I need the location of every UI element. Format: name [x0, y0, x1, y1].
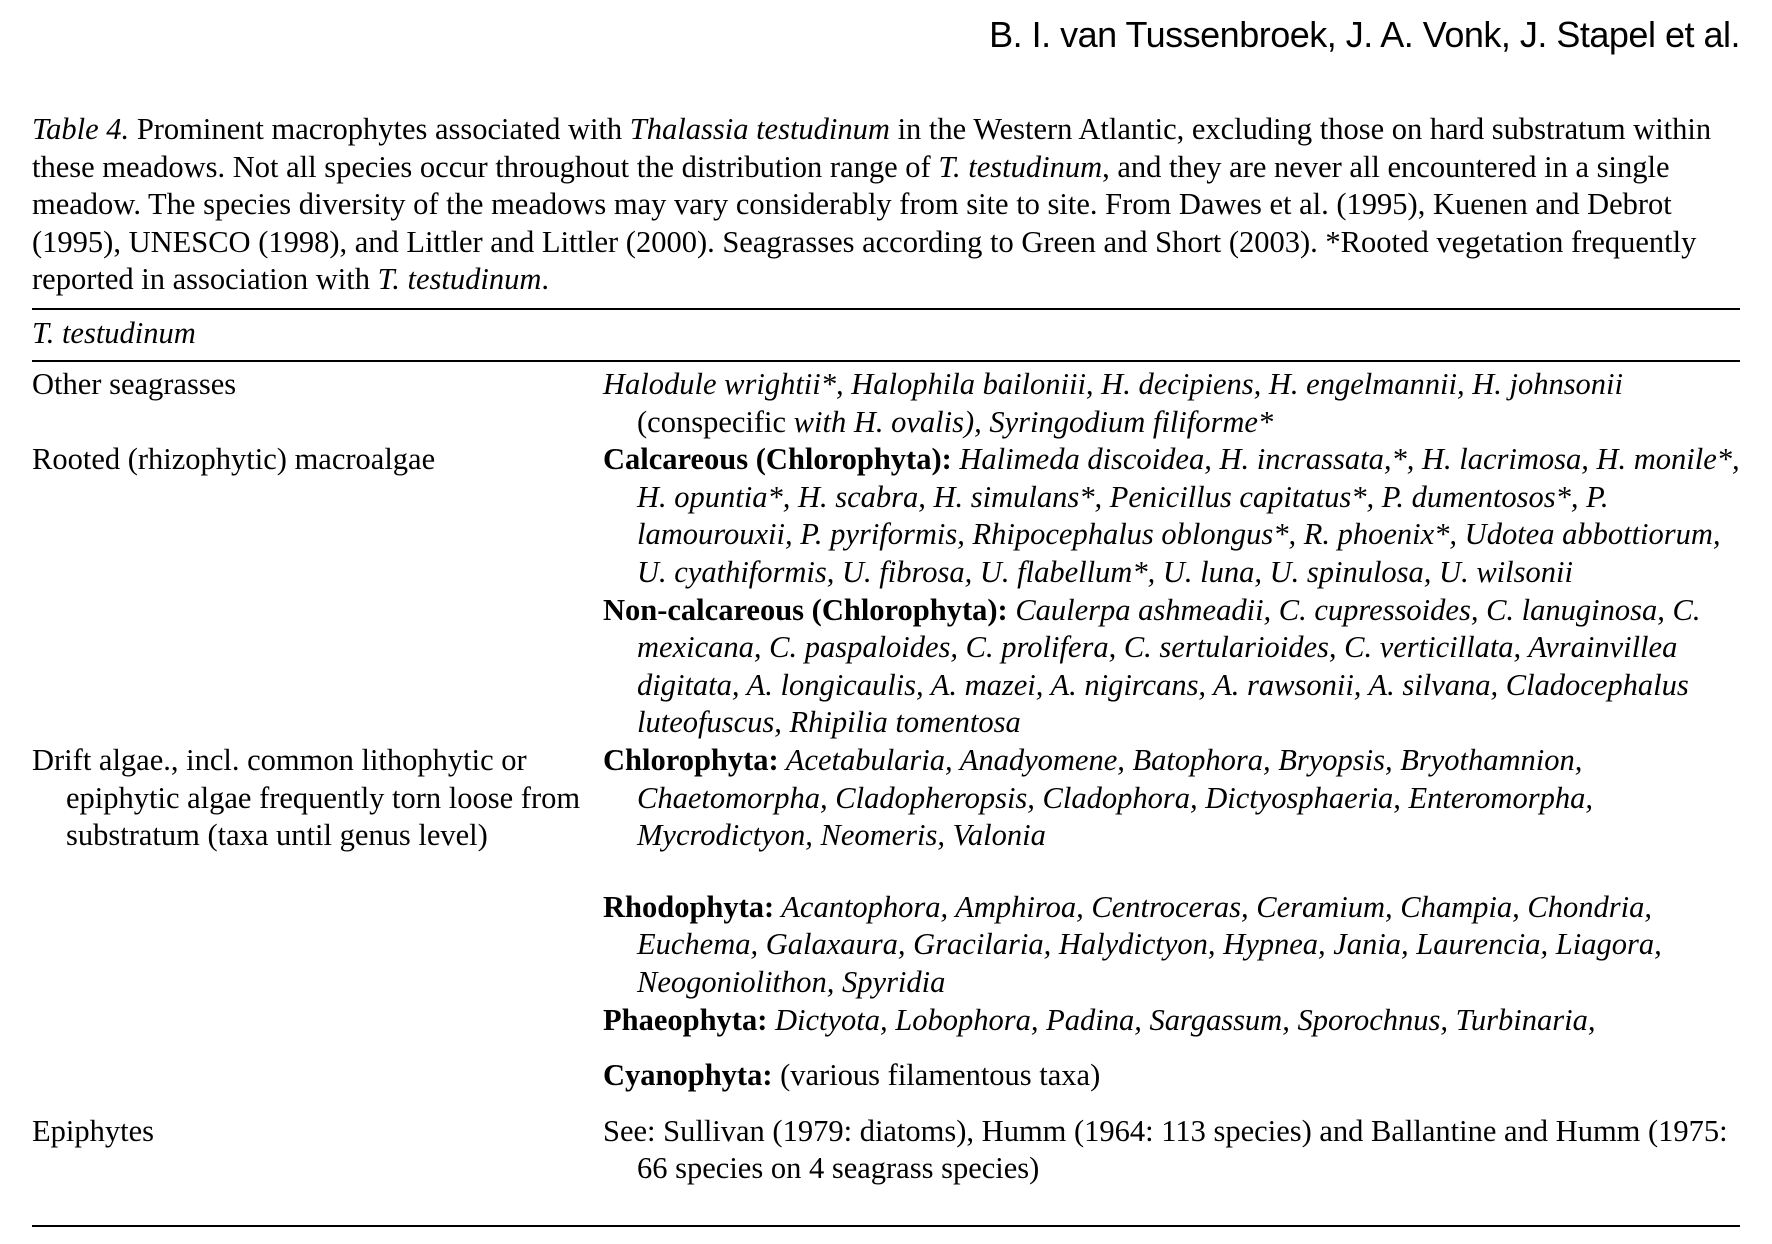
entry-chlorophyta	[603, 742, 1740, 855]
entry-text: Acantophora, Amphiroa, Centroceras, Ceramium, Champia, Chondria, Euchema, Galaxaura, Gracilaria, Halydictyon, Hypnea, Jania, Laurencia, Liagora, Neogoniolithon, Spyridia	[637, 889, 1662, 999]
row-label: Other seagrasses	[32, 367, 237, 401]
table-row	[32, 1113, 1740, 1188]
entry-text: Acetabularia, Anadyomene, Batophora, Bryopsis, Bryothamnion, Chaetomorpha, Cladopheropsis, Cladophora, Dictyosphaeria, Enteromorpha, Mycrodictyon, Neomeris, Valonia	[637, 742, 1593, 853]
table-top-rule	[32, 308, 1740, 310]
caption-text-5: T. testudinum	[377, 262, 542, 297]
entry-phaeophyta	[603, 1002, 1740, 1040]
entry-text: (conspecific	[637, 404, 794, 439]
caption-text-3: T. testudinum	[938, 149, 1103, 184]
row-content	[603, 742, 1740, 1113]
entry-heading: Cyanophyta:	[603, 1058, 773, 1093]
column-header: T. testudinum	[32, 316, 196, 350]
entry-text: Caulerpa ashmeadii, C. cupressoides, C. lanuginosa, C. mexicana, C. paspaloides, C. prolifera, C. sertularioides, C. verticillata, Avrainvillea digitata, A. longicaulis, A. mazei, A. nigircans, A. rawsonii, A. silvana, Cladocephalus luteofuscus, Rhipilia tomentosa	[637, 592, 1701, 740]
row-label	[32, 742, 603, 1113]
entry-heading: Chlorophyta:	[603, 742, 779, 777]
row-content	[603, 1113, 1740, 1188]
entry-text: Dictyota, Lobophora, Padina, Sargassum, Sporochnus, Turbinaria,	[767, 1002, 1596, 1037]
caption-label: Table 4.	[32, 112, 130, 146]
entry-heading: Phaeophyta:	[603, 1002, 768, 1037]
spacer	[603, 855, 1740, 889]
row-content	[603, 441, 1740, 742]
spacer	[603, 1095, 1740, 1113]
table-body	[32, 366, 1740, 1188]
entry-cyanophyta	[603, 1057, 1740, 1095]
entry-heading: Non-calcareous (Chlorophyta):	[603, 592, 1008, 627]
entry-text: Halimeda discoidea, H. incrassata,*, H. lacrimosa, H. monile*, H. opuntia*, H. scabra, H. simulans*, Penicillus capitatus*, P. dumentosos*, P. lamourouxii, P. pyriformis, Rhipocephalus oblongus*, R. phoenix*, Udotea abbottiorum, U. cyathiformis, U. fibrosa, U. flabellum*, U. luna, U. spinulosa, U. wilsonii	[637, 442, 1740, 589]
entry	[603, 1113, 1740, 1188]
entry-text: (various filamentous taxa)	[772, 1058, 1101, 1093]
running-head: B. I. van Tussenbroek, J. A. Vonk, J. Stapel et al.	[989, 14, 1740, 55]
table-row	[32, 441, 1740, 742]
row-content	[603, 366, 1740, 441]
row-label: Epiphytes	[32, 1113, 154, 1148]
caption-text-4: , and they are never all encountered in a single meadow. The species diversity of the meadows may vary considerably from site to site. From Dawes et al. (1995), Kuenen and Debrot (1995), UNESCO (1998), and Littler and Littler (2000). Seagrasses according to Green and Short (2003). *Rooted vegetation frequently reported in association with	[32, 149, 1697, 297]
caption-text-0: Prominent macrophytes associated with	[129, 112, 630, 146]
row-label-text: Drift algae., incl. common lithophytic or epiphytic algae frequently torn loose from substratum (taxa until genus level)	[32, 742, 581, 853]
entry	[603, 366, 1740, 441]
table-row	[32, 366, 1740, 441]
entry-text: Halodule wrightii*, Halophila bailoniii, H. decipiens, H. engelmannii, H. johnsonii	[603, 367, 1624, 401]
caption-text-1: Thalassia testudinum	[629, 112, 890, 146]
spacer	[603, 1039, 1740, 1057]
table-header-rule	[32, 360, 1740, 362]
entry-text: with H. ovalis), Syringodium filiforme*	[793, 404, 1274, 439]
table-caption	[32, 111, 1744, 299]
entry-heading: Rhodophyta:	[603, 889, 775, 924]
entry-heading: Calcareous (Chlorophyta):	[603, 442, 952, 477]
entry-non-calcareous	[603, 592, 1740, 742]
table-bottom-rule	[32, 1225, 1740, 1227]
caption-text-6: .	[541, 262, 550, 297]
entry-text: See: Sullivan (1979: diatoms), Humm (1964: 113 species) and Ballantine and Humm (1975: 66 species on 4 seagrass species)	[603, 1113, 1728, 1186]
row-label: Rooted (rhizophytic) macroalgae	[32, 442, 436, 477]
entry-rhodophyta	[603, 889, 1740, 1002]
table-row	[32, 742, 1740, 1113]
entry-calcareous	[603, 441, 1740, 591]
caption-text-2: in the Western Atlantic, excluding those on hard substratum within these meadows. Not all species occur throughout the distribution range of	[32, 112, 1712, 184]
